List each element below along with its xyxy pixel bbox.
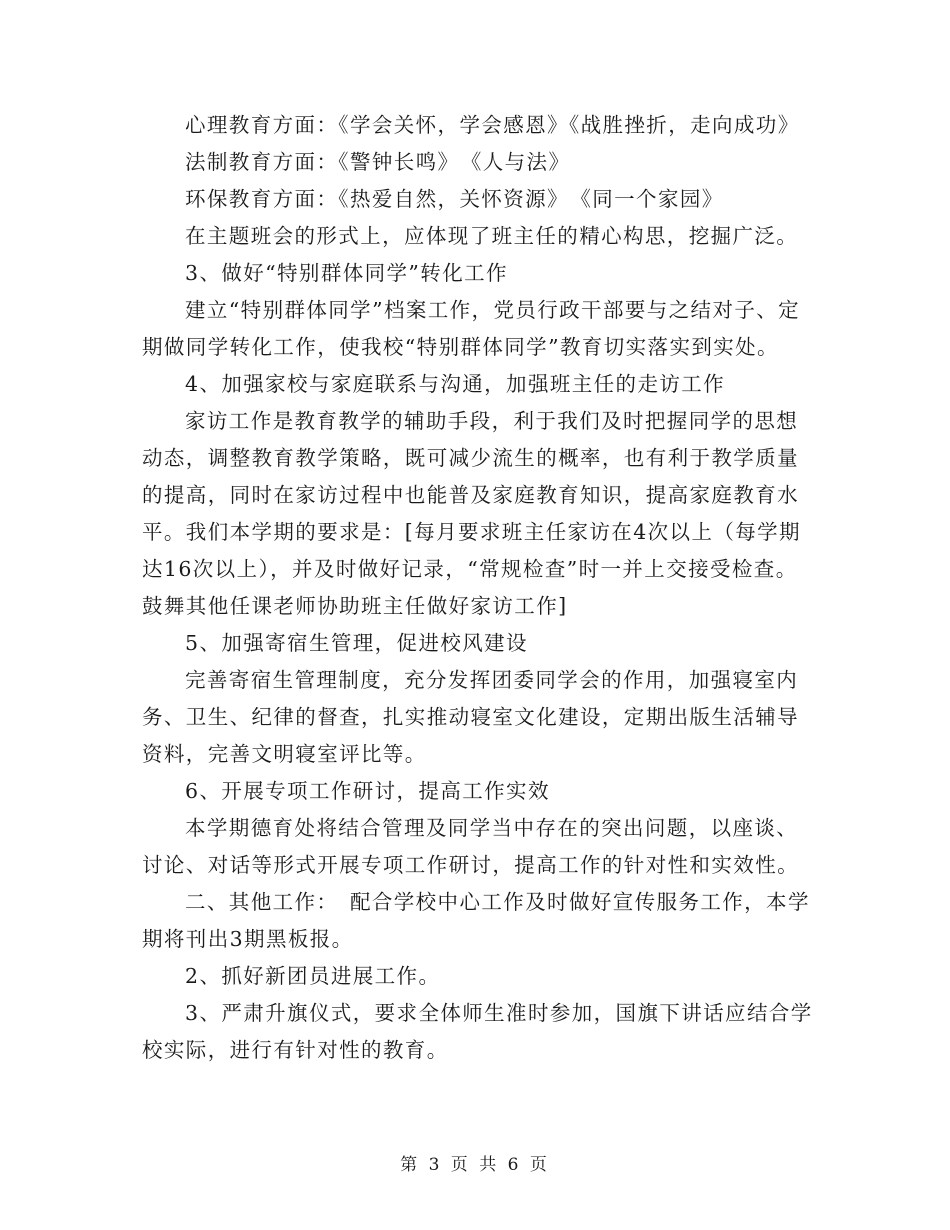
- heading-boarding-management: 5、加强寄宿生管理，促进校风建设: [185, 631, 528, 655]
- paragraph-new-members: 2、抓好新团员进展工作。: [185, 964, 441, 988]
- paragraph-home-visits: 家访工作是教育教学的辅助手段，利于我们及时把握同学的思想动态，调整教育教学策略，既可减少流生的概率，也有利于教学质量的提高，同时在家访过程中也能普及家庭教育知识，提高家庭教育水平。我们本学期的要求是：[每月要求班主任家访在4次以上（每学期达16次以上），并及时做好记录，“常规检查”时一并上交接受检查。鼓舞其他任课老师协助班主任做好家访工作]: [142, 409, 801, 618]
- heading-special-research: 6、开展专项工作研讨，提高工作实效: [185, 779, 550, 803]
- paragraph-class-meeting-form: 在主题班会的形式上，应体现了班主任的精心构思，挖掘广泛。: [185, 224, 799, 248]
- paragraph-special-group: 建立“特别群体同学”档案工作，党员行政干部要与之结对子、定期做同学转化工作，使我校“特别群体同学”教育切实落实到实处。: [142, 298, 801, 359]
- paragraph-environmental-education: 环保教育方面：《热爱自然，关怀资源》 《同一个家园》: [185, 187, 724, 211]
- heading-home-visits: 4、加强家校与家庭联系与沟通，加强班主任的走访工作: [185, 372, 726, 396]
- paragraph-mental-education: 心理教育方面：《学会关怀，学会感恩》《战胜挫折，走向成功》: [185, 113, 800, 137]
- paragraph-other-work: 二、其他工作： 配合学校中心工作及时做好宣传服务工作，本学期将刊出3期黑板报。: [142, 890, 810, 951]
- paragraph-special-research: 本学期德育处将结合管理及同学当中存在的突出问题，以座谈、讨论、对话等形式开展专项工作研讨，提高工作的针对性和实效性。: [142, 816, 799, 877]
- paragraph-flag-ceremony: 3、严肃升旗仪式，要求全体师生准时参加，国旗下讲话应结合学校实际，进行有针对性的教育。: [142, 1001, 813, 1062]
- heading-special-group: 3、做好“特别群体同学”转化工作: [185, 261, 508, 285]
- paragraph-legal-education: 法制教育方面：《警钟长鸣》 《人与法》: [185, 150, 571, 174]
- paragraph-boarding-management: 完善寄宿生管理制度，充分发挥团委同学会的作用，加强寝室内务、卫生、纪律的督查，扎实推动寝室文化建设，定期出版生活辅导资料，完善文明寝室评比等。: [142, 668, 799, 766]
- page-number-footer: 第 3 页 共 6 页: [400, 1155, 550, 1175]
- document-body: [142, 107, 814, 1069]
